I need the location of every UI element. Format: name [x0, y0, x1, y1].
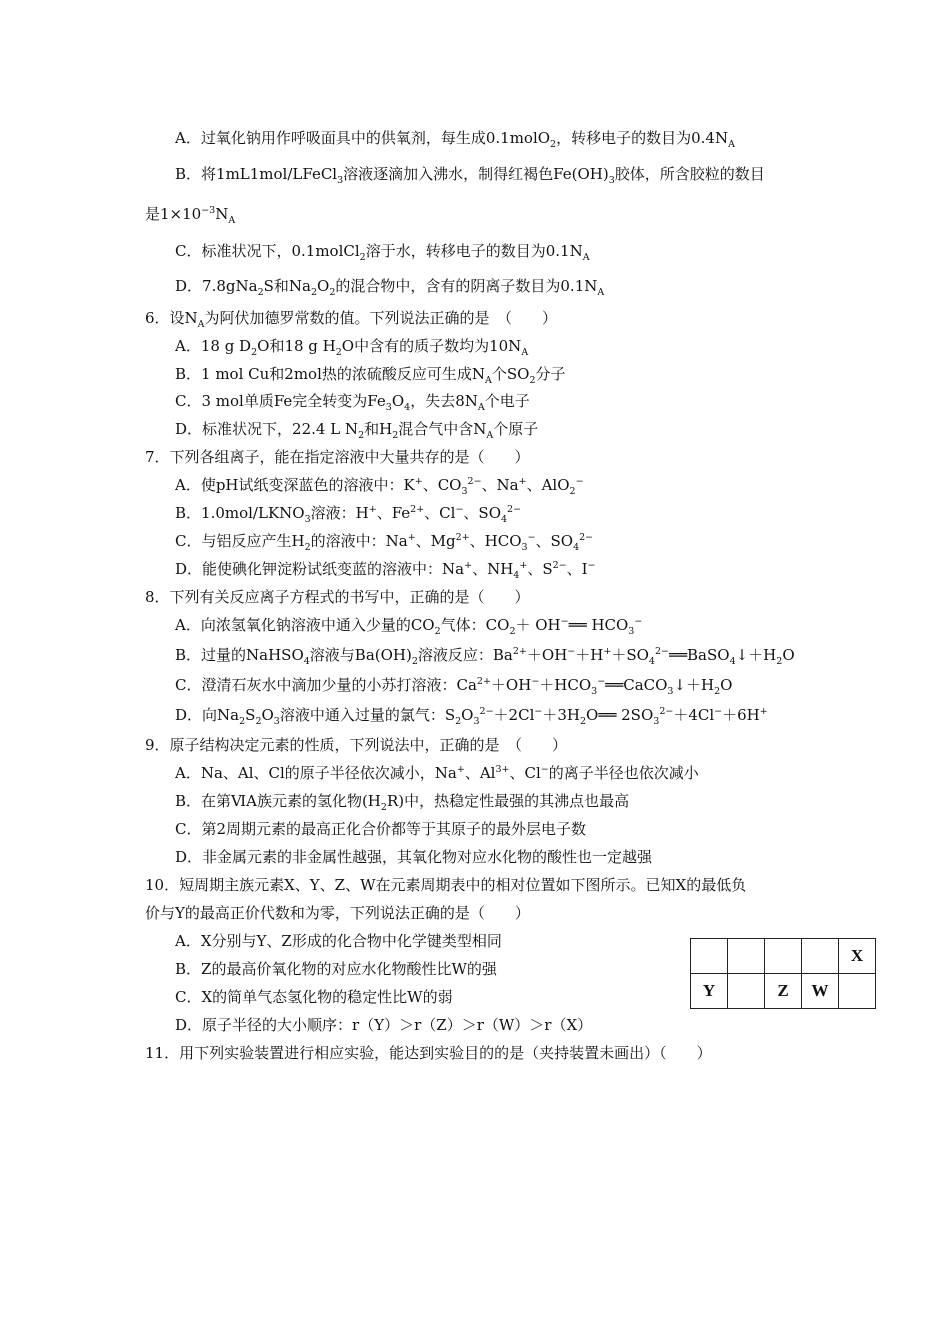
q9-option-d: D．非金属元素的非金属性越强，其氧化物对应水化物的酸性也一定越强 — [175, 848, 653, 866]
table-cell: Y — [691, 974, 728, 1009]
q5-option-d: D．7.8gNa$_2$S和$Na_2O_2$的混合物中，含有的阴离子数目为$0.1N_A$ — [175, 277, 605, 298]
q6-option-b: B．1 mol Cu和2mol热的浓硫酸反应可生成$N_A$个$SO_2$分子 — [175, 365, 566, 386]
q7-option-d: D．能使碘化钾淀粉试纸变蓝的溶液中：Na+、$NH_4^+$、$S^{2-}$、I− — [175, 560, 596, 581]
q6-option-a: A．18 g $D_2O$和18 g $H_2O$中含有的质子数均为$10N_A$ — [175, 337, 529, 358]
q7-option-b: B．$1.0mol/LKNO_3$溶液：H+、$Fe^{2+}$、Cl−、$SO_4^{2-}$ — [175, 504, 522, 525]
q8-option-d: D．向$Na_2S_2O_3$溶液中通入过量的氯气：$S_2O_3^{2-}+2Cl^-+3H_2O══$ $2SO_3^{2-}+4Cl^-+6H^+$ — [175, 706, 768, 727]
q11-stem: 11．用下列实验装置进行相应实验，能达到实验目的的是（夹持装置未画出）（ ） — [145, 1044, 712, 1062]
q5-option-b-line2: 是$1\times 10^{-3}N_A$ — [145, 205, 236, 226]
q7-stem: 7．下列各组离子，能在指定溶液中大量共存的是（ ） — [145, 448, 530, 466]
table-cell: X — [839, 939, 876, 974]
q5-option-b-line1: B．将1mL1mol/LFeCl$_3$溶液逐滴加入沸水，制得红褐色$Fe(OH)_3$胶体，所含胶粒的数目 — [175, 165, 765, 186]
q10-stem-line1: 10．短周期主族元素X、Y、Z、W在元素周期表中的相对位置如下图所示。已知X的最低负 — [145, 876, 747, 894]
q10-option-b: B．Z的最高价氧化物的对应水化物酸性比W的强 — [175, 960, 497, 978]
q10-option-d: D．原子半径的大小顺序：r（Y）＞r（Z）＞r（W）＞r（X） — [175, 1016, 593, 1034]
q10-option-c: C．X的简单气态氢化物的稳定性比W的弱 — [175, 988, 453, 1006]
table-cell — [728, 939, 765, 974]
q6-option-d: D．标准状况下，22.4 L $N_2$和$H_2$混合气中含$N_A$个原子 — [175, 420, 539, 441]
table-cell — [691, 939, 728, 974]
q10-stem-line2: 价与Y的最高正价代数和为零，下列说法正确的是（ ） — [145, 904, 530, 922]
q9-option-c: C．第2周期元素的最高正化合价都等于其原子的最外层电子数 — [175, 820, 587, 838]
q9-option-a: A．Na、Al、Cl的原子半径依次减小，Na+、$Al^{3+}$、Cl−的离子半径也依次减小 — [175, 764, 699, 782]
table-cell — [765, 939, 802, 974]
q10-option-a: A．X分别与Y、Z形成的化合物中化学键类型相同 — [175, 932, 502, 950]
table-cell: W — [802, 974, 839, 1009]
q7-option-a: A．使pH试纸变深蓝色的溶液中：K+、$CO_3^{2-}$、Na+、AlO$_2$− — [175, 476, 584, 497]
periodic-table-fragment — [690, 938, 876, 1009]
table-cell — [839, 974, 876, 1009]
q6-stem: 6．设$N_A$为阿伏加德罗常数的值。下列说法正确的是 （ ） — [145, 309, 558, 330]
q9-option-b: B．在第ⅥA族元素的氢化物$(H_2R)$中，热稳定性最强的其沸点也最高 — [175, 792, 630, 813]
table-cell — [728, 974, 765, 1009]
table-cell: Z — [765, 974, 802, 1009]
q8-option-b: B．过量的NaHSO$_4$溶液与$Ba(OH)_2$溶液反应：$Ba^{2+}+OH^-+H^++SO_4^{2-}══BaSO_4↓+H_2O$ — [175, 646, 795, 667]
q6-option-c: C．3 mol单质Fe完全转变为$Fe_3O_4$，失去$8N_A$个电子 — [175, 392, 530, 413]
q5-option-a: A．过氧化钠用作呼吸面具中的供氧剂，每生成0.1molO$_2$，转移电子的数目为$0.4N_A$ — [175, 129, 735, 150]
q8-option-c: C．澄清石灰水中滴加少量的小苏打溶液：$Ca^{2+}+OH^-+HCO_3^-══CaCO_3↓+H_2O$ — [175, 676, 733, 697]
q8-option-a: A．向浓氢氧化钠溶液中通入少量的$CO_2$气体：$CO_2+$ OH−══ $HCO_3^-$ — [175, 616, 643, 637]
table-row — [691, 939, 876, 974]
table-cell — [802, 939, 839, 974]
q5-option-c: C．标准状况下，0.1molCl$_2$溶于水，转移电子的数目为$0.1N_A$ — [175, 242, 590, 263]
q7-option-c: C．与铝反应产生$H_2$的溶液中：Na+、$Mg^{2+}$、$HCO_3^-$、$SO_4^{2-}$ — [175, 532, 594, 553]
q8-stem: 8．下列有关反应离子方程式的书写中，正确的是（ ） — [145, 588, 530, 606]
table-row — [691, 974, 876, 1009]
q9-stem: 9．原子结构决定元素的性质，下列说法中，正确的是 （ ） — [145, 736, 568, 754]
